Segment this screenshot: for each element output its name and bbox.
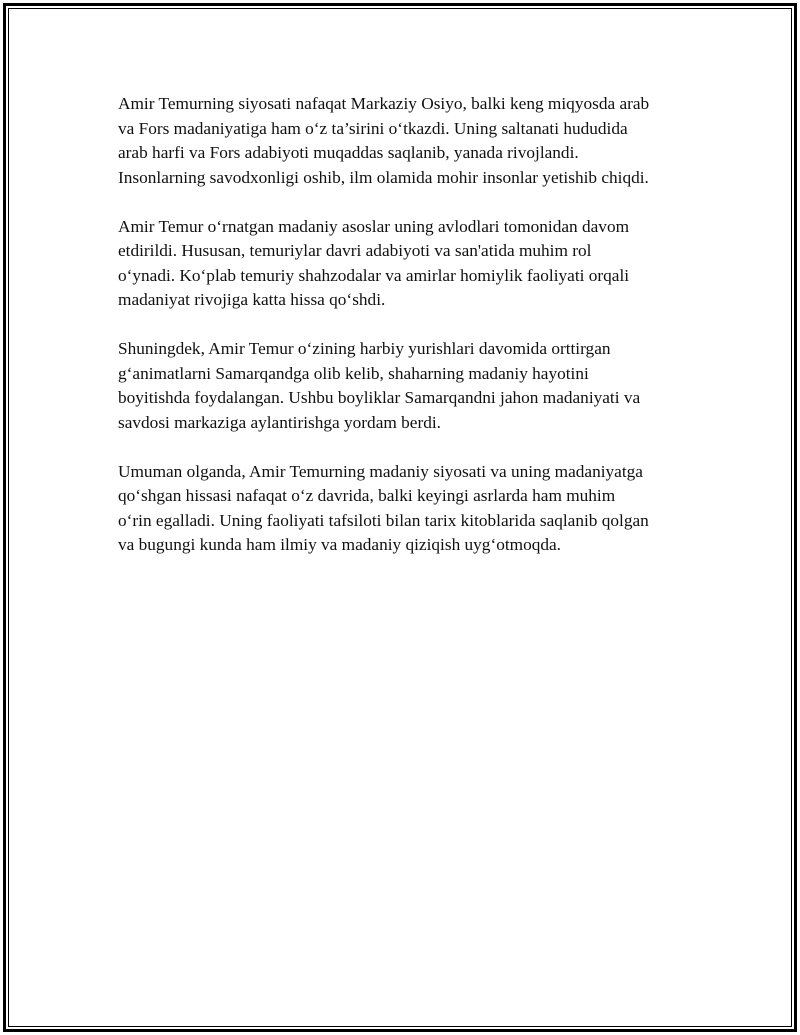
paragraph-line: Insonlarning savodxonligi oshib, ilm olamida mohir insonlar yetishib chiqdi.: [118, 167, 649, 187]
paragraph-line: etdirildi. Hususan, temuriylar davri adabiyoti va san'atida muhim rol: [118, 241, 592, 260]
paragraph-line: o‘ynadi. Ko‘plab temuriy shahzodalar va amirlar homiylik faoliyati orqali: [118, 265, 630, 285]
paragraph-line: qo‘shgan hissasi nafaqat o‘z davrida, balki keyingi asrlarda ham muhim: [118, 486, 616, 505]
paragraph-1: [118, 92, 698, 190]
paragraph-line: boyitishda foydalangan. Ushbu boyliklar Samarqandni jahon madaniyati va: [118, 388, 641, 407]
paragraph-line: o‘rin egalladi. Uning faoliyati tafsiloti bilan tarix kitoblarida saqlanib qolgan: [118, 510, 649, 530]
paragraph-3: [118, 337, 698, 435]
paragraph-line: madaniyat rivojiga katta hissa qo‘shdi.: [118, 290, 386, 309]
document-body: [118, 92, 698, 582]
paragraph-line: arab harfi va Fors adabiyoti muqaddas saqlanib, yanada rivojlandi.: [118, 143, 579, 162]
paragraph-line: Amir Temurning siyosati nafaqat Markaziy Osiyo, balki keng miqyosda arab: [118, 94, 650, 113]
paragraph-line: Umuman olganda, Amir Temurning madaniy siyosati va uning madaniyatga: [118, 461, 643, 481]
paragraph-line: Shuningdek, Amir Temur o‘zining harbiy yurishlari davomida orttirgan: [118, 339, 611, 358]
paragraph-line: va bugungi kunda ham ilmiy va madaniy qiziqish uyg‘otmoqda.: [118, 535, 562, 554]
paragraph-2: [118, 215, 698, 313]
paragraph-line: savdosi markaziga aylantirishga yordam berdi.: [118, 412, 441, 432]
paragraph-line: va Fors madaniyatiga ham o‘z ta’sirini o‘tkazdi. Uning saltanati hududida: [118, 118, 628, 138]
paragraph-line: Amir Temur o‘rnatgan madaniy asoslar uning avlodlari tomonidan davom: [118, 216, 630, 236]
paragraph-line: g‘animatlarni Samarqandga olib kelib, shaharning madaniy hayotini: [118, 363, 589, 383]
paragraph-4: [118, 460, 698, 558]
